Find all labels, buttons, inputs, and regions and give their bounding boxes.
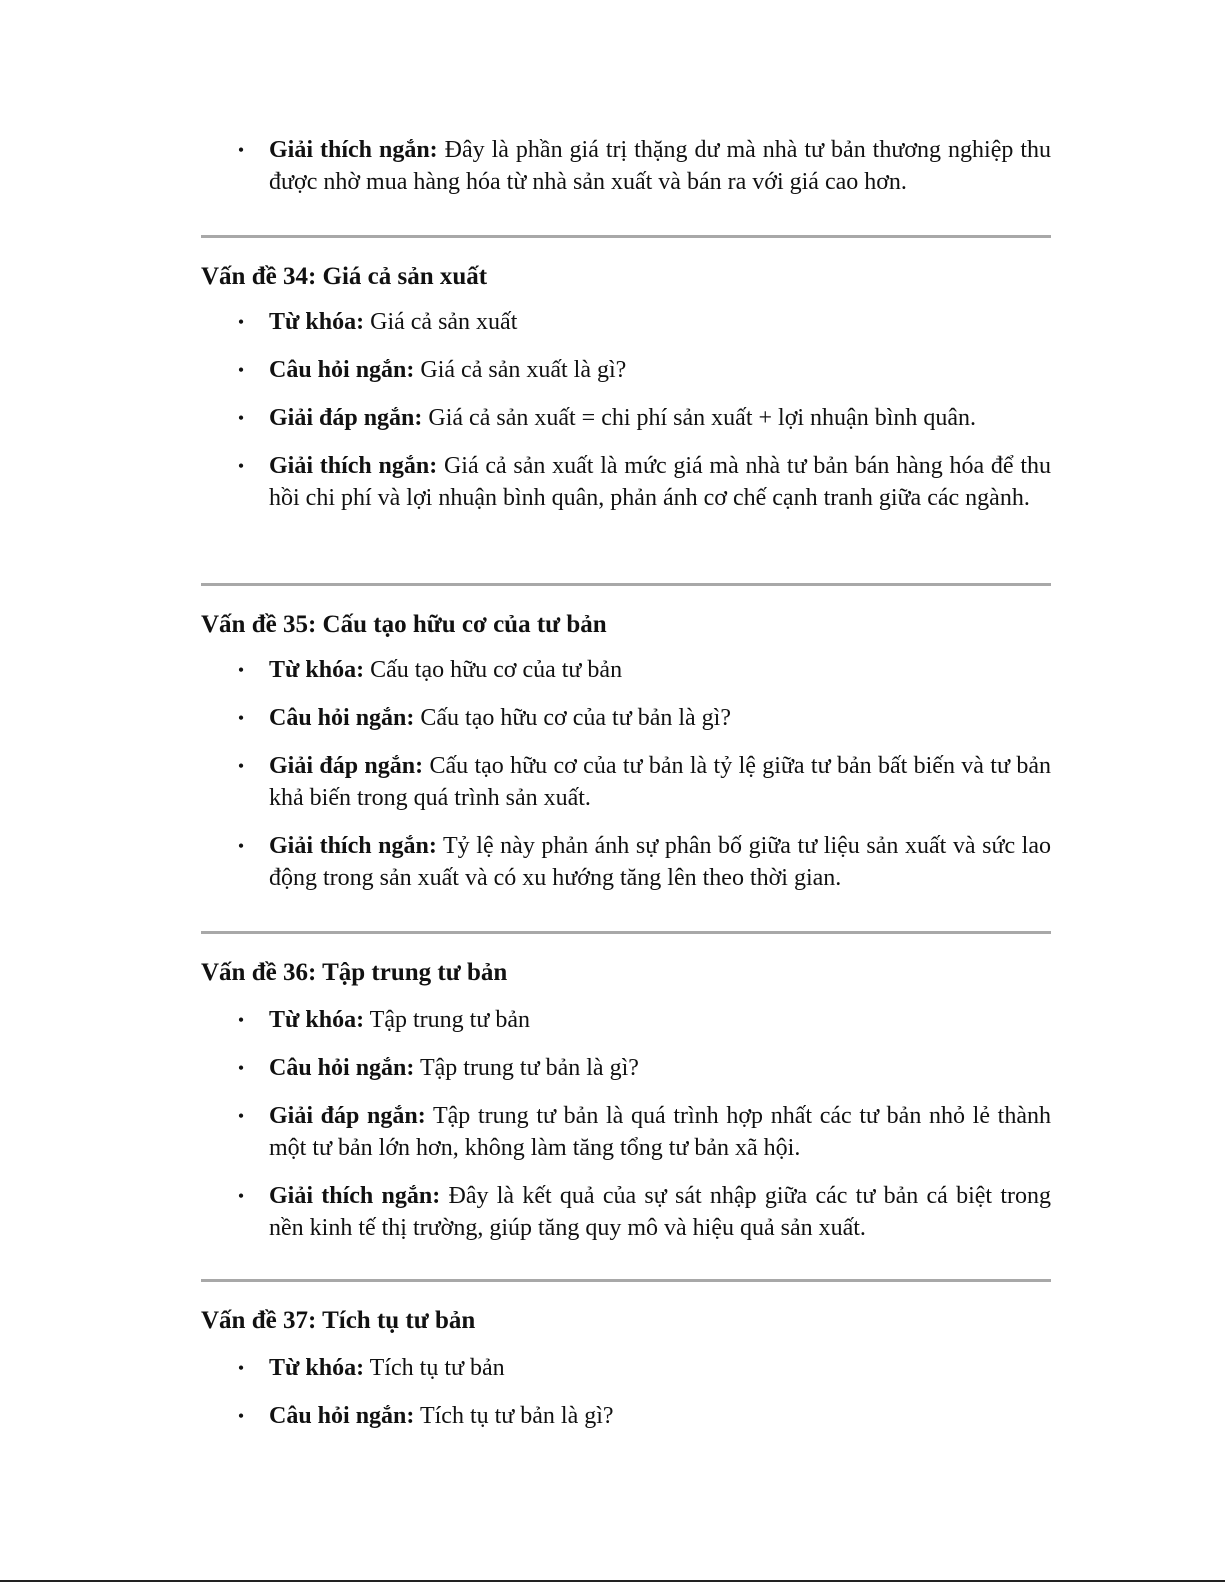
list-item xyxy=(201,1180,1051,1244)
item-label: Từ khóa: xyxy=(269,1355,365,1381)
bullet: • xyxy=(237,408,245,428)
item-text: Tích tụ tư bản xyxy=(364,1355,505,1381)
section-divider xyxy=(201,235,1051,238)
item-text: Tập trung tư bản xyxy=(364,1007,530,1033)
section-list xyxy=(201,1352,1051,1432)
list-item xyxy=(201,654,1051,686)
list-item xyxy=(201,1400,1051,1432)
item-text: Cấu tạo hữu cơ của tư bản xyxy=(364,657,623,683)
item-label: Giải thích ngắn: xyxy=(269,1183,441,1209)
bullet: • xyxy=(237,756,245,776)
list-item xyxy=(201,1052,1051,1084)
list-item xyxy=(201,702,1051,734)
list-item xyxy=(201,1352,1051,1384)
section-heading: Vấn đề 35: Cấu tạo hữu cơ của tư bản xyxy=(201,611,607,638)
bullet: • xyxy=(237,1106,245,1126)
item-label: Giải thích ngắn: xyxy=(269,833,437,859)
list-item xyxy=(201,306,1051,338)
item-text: Tích tụ tư bản là gì? xyxy=(414,1403,614,1429)
list-item xyxy=(201,1100,1051,1164)
item-label: Câu hỏi ngắn: xyxy=(269,357,415,383)
bullet: • xyxy=(237,312,245,332)
list-item xyxy=(201,134,1051,198)
bullet: • xyxy=(237,140,245,160)
bullet: • xyxy=(237,660,245,680)
item-text: Cấu tạo hữu cơ của tư bản là tỷ lệ giữa tư bản bất biến và tư bản khả biến trong quá trình sản xuất. xyxy=(269,753,1051,811)
item-text: Tỷ lệ này phản ánh sự phân bố giữa tư liệu sản xuất và sức lao động trong sản xuất và có xu hướng tăng lên theo thời gian. xyxy=(269,833,1052,891)
section-divider xyxy=(201,1279,1051,1282)
bullet: • xyxy=(237,1406,245,1426)
item-text: Cấu tạo hữu cơ của tư bản là gì? xyxy=(414,705,731,731)
bullet: • xyxy=(237,1358,245,1378)
section-heading: Vấn đề 36: Tập trung tư bản xyxy=(201,959,508,986)
bullet: • xyxy=(237,1058,245,1078)
list-item xyxy=(201,830,1051,894)
section-list xyxy=(201,1004,1051,1244)
item-text: Giá cả sản xuất là mức giá mà nhà tư bản bán hàng hóa để thu hồi chi phí và lợi nhuận bình quân, phản ánh cơ chế cạnh tranh giữa các ngành. xyxy=(269,453,1051,511)
bullet: • xyxy=(237,836,245,856)
list-item xyxy=(201,402,1051,434)
intro-list xyxy=(201,134,1051,198)
section-divider xyxy=(201,931,1051,934)
section-list xyxy=(201,306,1051,514)
item-label: Giải đáp ngắn: xyxy=(269,753,424,779)
item-label: Câu hỏi ngắn: xyxy=(269,705,415,731)
section-divider xyxy=(201,583,1051,586)
item-text: Giá cả sản xuất xyxy=(364,309,518,335)
bullet: • xyxy=(237,708,245,728)
item-label: Câu hỏi ngắn: xyxy=(269,1055,415,1081)
bullet: • xyxy=(237,456,245,476)
item-label: Từ khóa: xyxy=(269,309,365,335)
list-item xyxy=(201,354,1051,386)
list-item xyxy=(201,1004,1051,1036)
item-text: Tập trung tư bản là quá trình hợp nhất các tư bản nhỏ lẻ thành một tư bản lớn hơn, không làm tăng tổng tư bản xã hội. xyxy=(269,1103,1052,1161)
section-list xyxy=(201,654,1051,894)
item-label: Câu hỏi ngắn: xyxy=(269,1403,415,1429)
item-label: Giải thích ngắn: xyxy=(269,453,438,479)
item-text: Tập trung tư bản là gì? xyxy=(414,1055,639,1081)
section-heading: Vấn đề 37: Tích tụ tư bản xyxy=(201,1307,476,1334)
item-text: Đây là kết quả của sự sát nhập giữa các tư bản cá biệt trong nền kinh tế thị trường, giúp tăng quy mô và hiệu quả sản xuất. xyxy=(269,1183,1051,1241)
item-label: Từ khóa: xyxy=(269,657,365,683)
bullet: • xyxy=(237,1010,245,1030)
item-label: Giải thích ngắn: xyxy=(269,137,438,163)
bullet: • xyxy=(237,1186,245,1206)
item-label: Từ khóa: xyxy=(269,1007,365,1033)
item-label: Giải đáp ngắn: xyxy=(269,1103,426,1129)
section-heading: Vấn đề 34: Giá cả sản xuất xyxy=(201,263,488,290)
list-item xyxy=(201,450,1051,514)
list-item xyxy=(201,750,1051,814)
item-text: Giá cả sản xuất là gì? xyxy=(414,357,627,383)
item-label: Giải đáp ngắn: xyxy=(269,405,423,431)
item-text: Đây là phần giá trị thặng dư mà nhà tư bản thương nghiệp thu được nhờ mua hàng hóa từ nhà sản xuất và bán ra với giá cao hơn. xyxy=(269,137,1052,195)
item-text: Giá cả sản xuất = chi phí sản xuất + lợi nhuận bình quân. xyxy=(422,405,977,431)
bullet: • xyxy=(237,360,245,380)
page-bottom-edge xyxy=(0,1580,1225,1582)
